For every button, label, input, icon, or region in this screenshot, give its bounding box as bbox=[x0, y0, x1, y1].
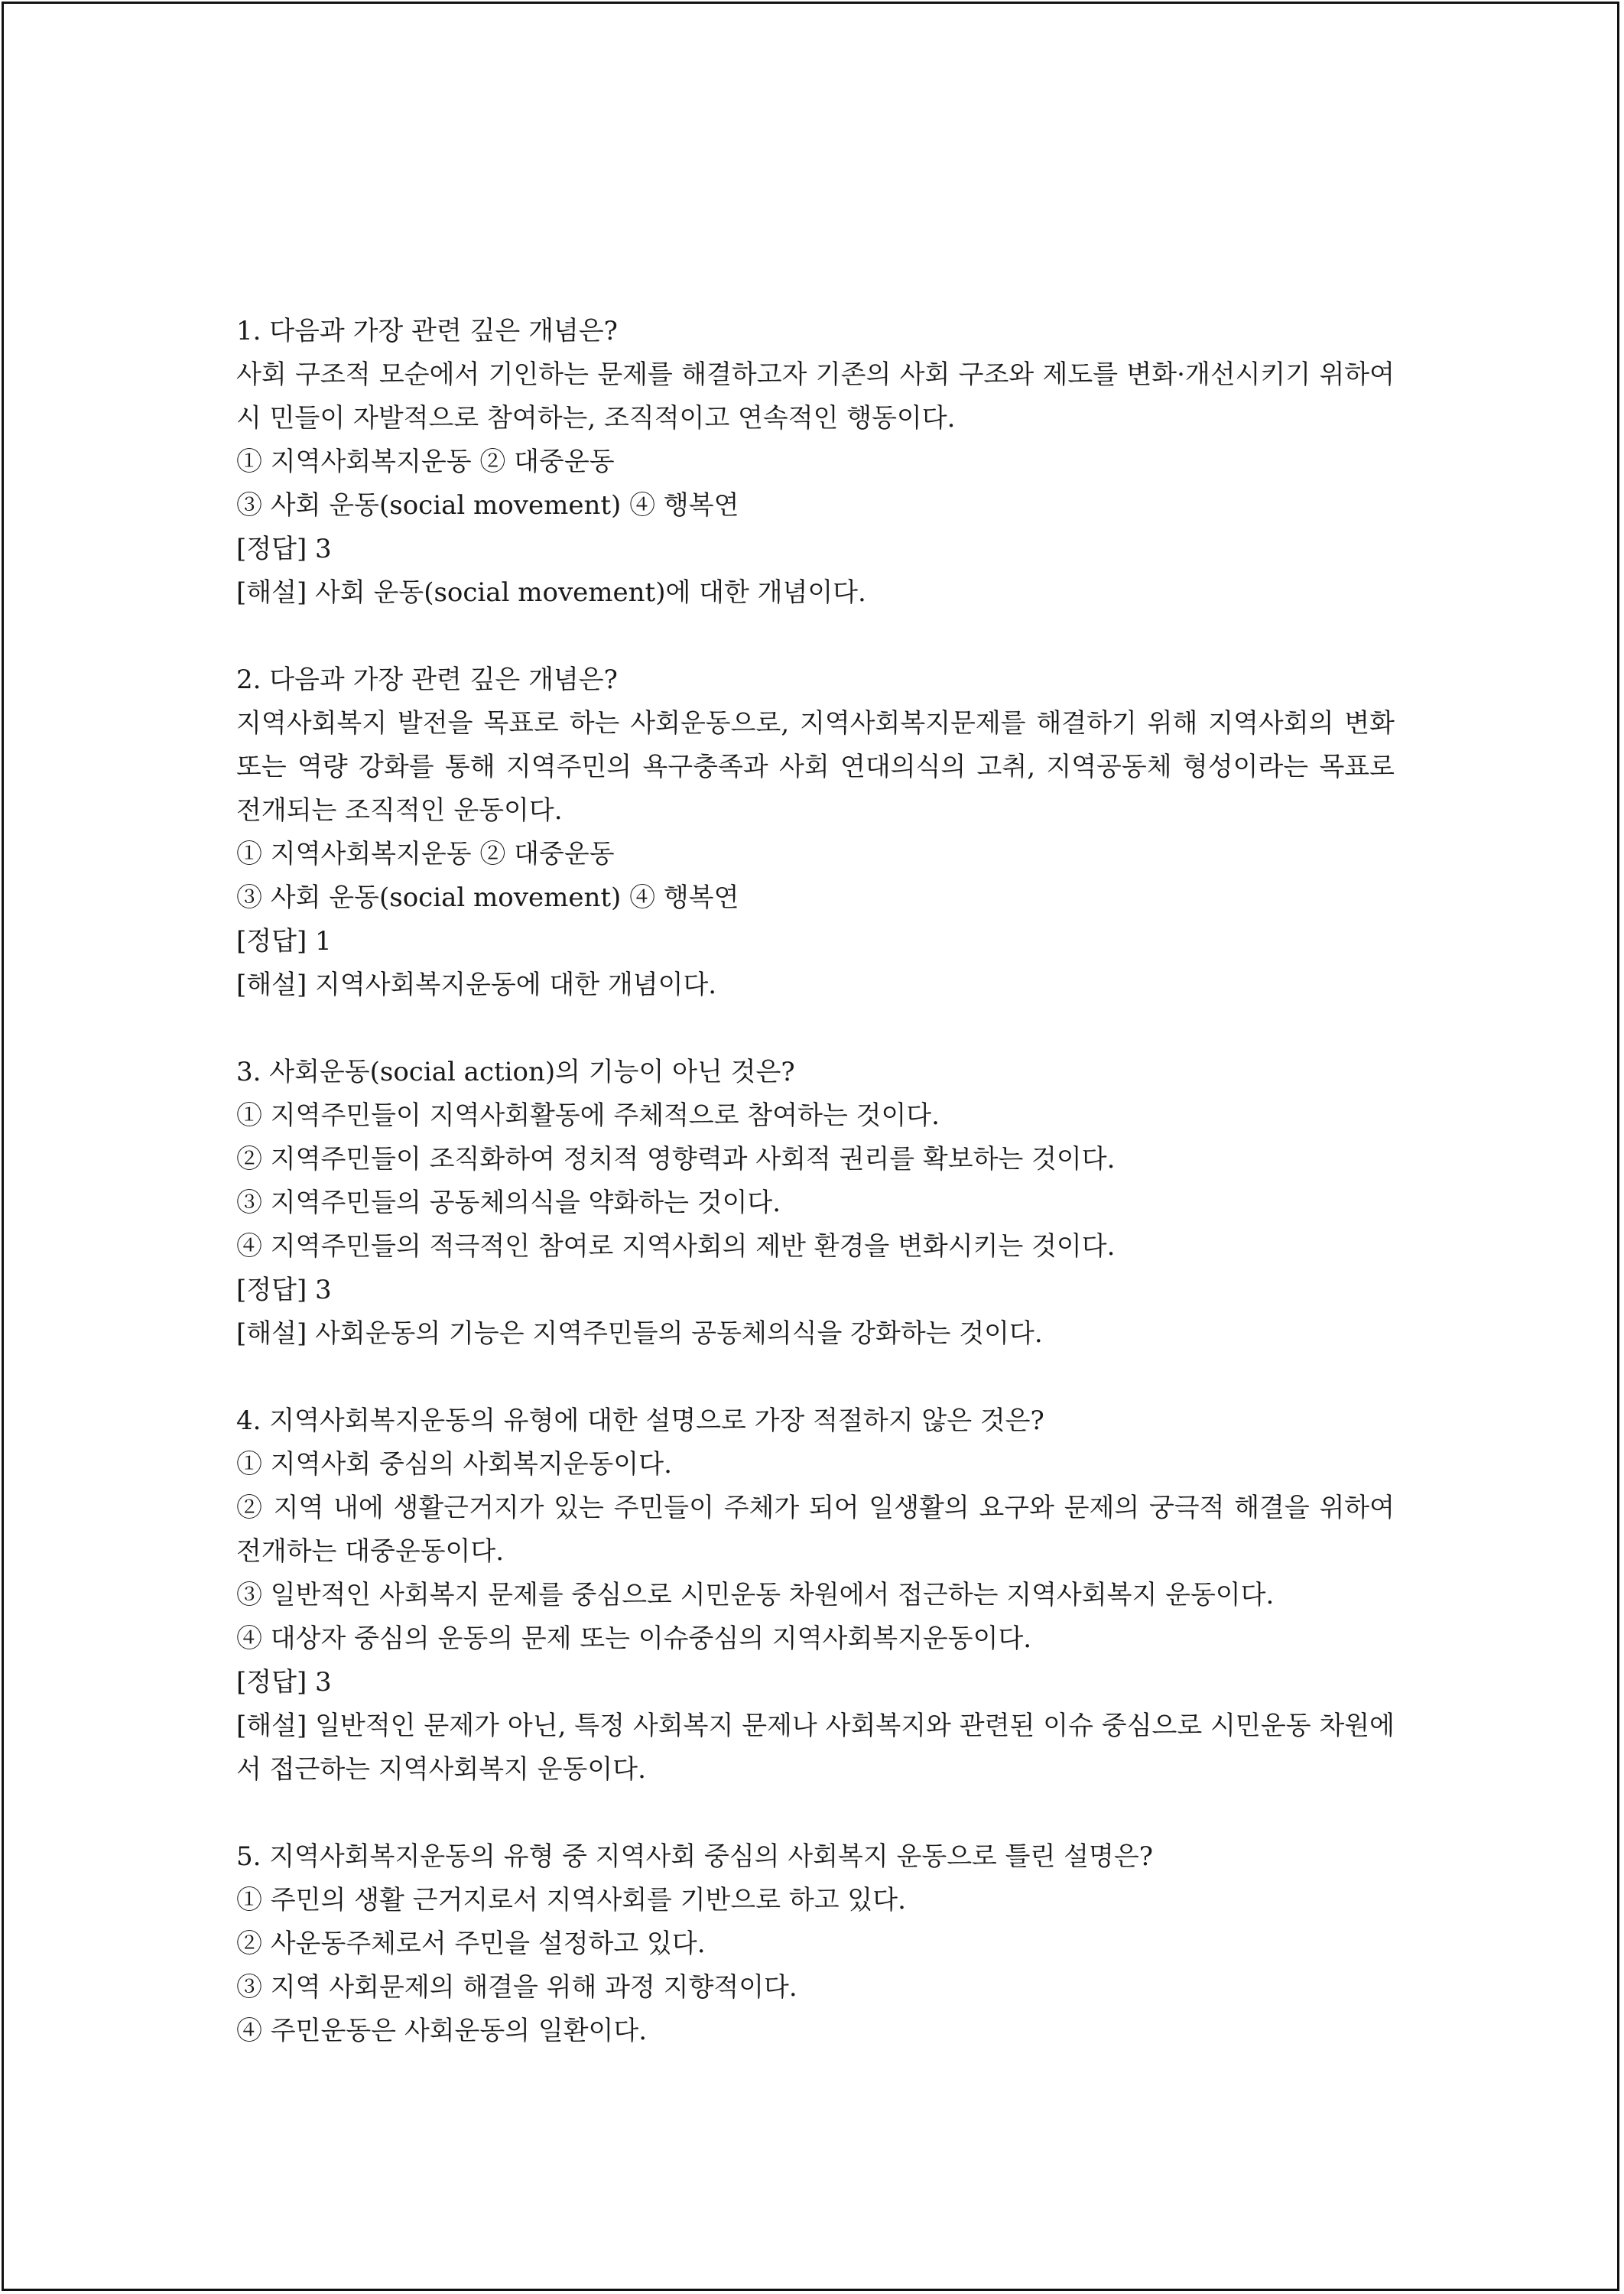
option-line: ① 지역사회복지운동 ② 대중운동 bbox=[236, 447, 615, 477]
option-line: ③ 지역 사회문제의 해결을 위해 과정 지향적이다. bbox=[236, 1972, 797, 2003]
question-3 bbox=[236, 1051, 1395, 1356]
question-4 bbox=[236, 1399, 1403, 1792]
option-line: ④ 주민운동은 사회운동의 일환이다. bbox=[236, 2016, 648, 2046]
explanation-line: [해설] 지역사회복지운동에 대한 개념이다. bbox=[236, 970, 717, 1000]
option-line: ③ 사회 운동(social movement) ④ 행복연 bbox=[236, 882, 739, 913]
answer-line: [정답] 3 bbox=[236, 1667, 332, 1698]
option-line: ① 지역주민들이 지역사회활동에 주체적으로 참여하는 것이다. bbox=[236, 1100, 940, 1131]
option-line: ③ 지역주민들의 공동체의식을 약화하는 것이다. bbox=[236, 1188, 781, 1218]
answer-line: [정답] 3 bbox=[236, 1275, 332, 1305]
option-line: ② 사운동주체로서 주민을 설정하고 있다. bbox=[236, 1928, 706, 1959]
option-line: ④ 지역주민들의 적극적인 참여로 지역사회의 제반 환경을 변화시키는 것이다. bbox=[236, 1231, 1116, 1262]
question-title: 1. 다음과 가장 관련 깊은 개념은? bbox=[236, 316, 618, 346]
option-line: ③ 사회 운동(social movement) ④ 행복연 bbox=[236, 490, 739, 521]
explanation-line: [해설] 사회 운동(social movement)에 대한 개념이다. bbox=[236, 577, 866, 608]
option-line: ② 지역주민들이 조직화하여 정치적 영향력과 사회적 권리를 확보하는 것이다. bbox=[236, 1144, 1116, 1175]
question-1 bbox=[236, 310, 1403, 615]
option-line: ④ 대상자 중심의 운동의 문제 또는 이슈중심의 지역사회복지운동이다. bbox=[236, 1623, 1032, 1654]
question-title: 3. 사회운동(social action)의 기능이 아닌 것은? bbox=[236, 1057, 795, 1087]
question-title: 5. 지역사회복지운동의 유형 중 지역사회 중심의 사회복지 운동으로 틀린 설명은? bbox=[236, 1841, 1153, 1872]
question-passage: 사회 구조적 모순에서 기인하는 문제를 해결하고자 기존의 사회 구조와 제도를 변화·개선시키기 위하여 시 민들이 자발적으로 참여하는, 조직적이고 연속적인 행동이다. bbox=[236, 359, 1403, 434]
explanation-line: [해설] 사회운동의 기능은 지역주민들의 공동체의식을 강화하는 것이다. bbox=[236, 1318, 1043, 1349]
option-line: ① 주민의 생활 근거지로서 지역사회를 기반으로 하고 있다. bbox=[236, 1885, 906, 1915]
answer-line: [정답] 3 bbox=[236, 534, 332, 564]
question-title: 2. 다음과 가장 관련 깊은 개념은? bbox=[236, 664, 618, 695]
document-body bbox=[236, 310, 1403, 2097]
question-5 bbox=[236, 1835, 1395, 2053]
option-line: ① 지역사회복지운동 ② 대중운동 bbox=[236, 839, 615, 869]
page-frame bbox=[2, 2, 1619, 2291]
answer-line: [정답] 1 bbox=[236, 926, 332, 957]
option-line: ① 지역사회 중심의 사회복지운동이다. bbox=[236, 1449, 672, 1480]
question-passage: 지역사회복지 발전을 목표로 하는 사회운동으로, 지역사회복지문제를 해결하기 위해 지역사회의 변화 또는 역량 강화를 통해 지역주민의 욕구충족과 사회 연대의식의 고취, 지역공동체 형성이라는 목표로 전개되는 조직적인 운동이다. bbox=[236, 708, 1403, 826]
option-line: ③ 일반적인 사회복지 문제를 중심으로 시민운동 차원에서 접근하는 지역사회복지 운동이다. bbox=[236, 1580, 1275, 1610]
option-line: ② 지역 내에 생활근거지가 있는 주민들이 주체가 되어 일생활의 요구와 문제의 궁극적 해결을 위하여 전개하는 대중운동이다. bbox=[236, 1493, 1403, 1567]
question-2 bbox=[236, 658, 1403, 1007]
explanation-line: [해설] 일반적인 문제가 아닌, 특정 사회복지 문제나 사회복지와 관련된 이슈 중심으로 시민운동 차원에서 접근하는 지역사회복지 운동이다. bbox=[236, 1711, 1395, 1785]
question-title: 4. 지역사회복지운동의 유형에 대한 설명으로 가장 적절하지 않은 것은? bbox=[236, 1405, 1044, 1436]
